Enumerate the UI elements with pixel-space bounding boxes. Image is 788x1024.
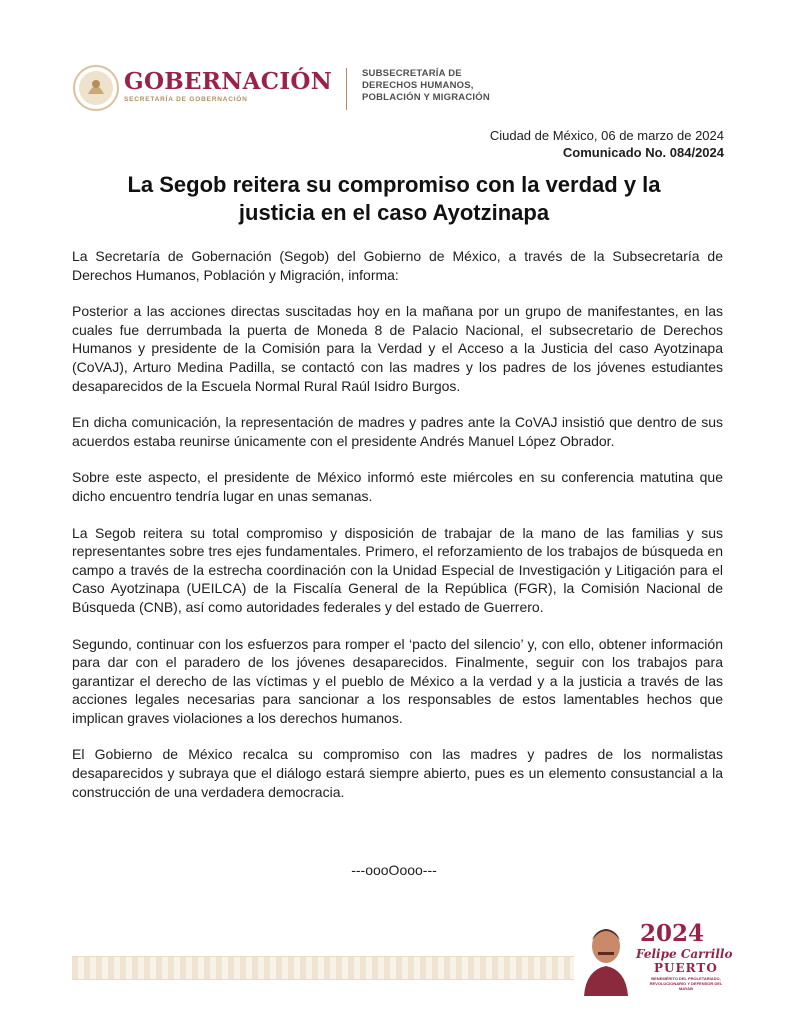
header-divider [346,68,347,110]
paragraph: Sobre este aspecto, el presidente de México informó este miércoles en su conferencia matutina que dicho encuentro tendría lugar en unas semanas. [72,469,723,504]
title-line: justicia en el caso Ayotzinapa [238,200,550,225]
footer-name-surname: PUERTO [654,961,718,975]
paragraph: La Secretaría de Gobernación (Segob) del Gobierno de México, a través de la Subsecretaría de Derechos Humanos, Población y Migración, informa: [72,248,723,283]
footer-tagline: BENEMÉRITO DEL PROLETARIADO, REVOLUCIONARIO Y DEFENSOR DEL MAYAB [649,976,723,991]
letterhead [72,62,552,114]
footer-name: Felipe Carrillo [636,947,733,961]
page-title [64,171,724,227]
footer-year: 2024 [640,920,705,947]
paragraph: En dicha comunicación, la representación de madres y padres ante la CoVAJ insistió que dentro de sus acuerdos estaba reunirse únicamente con el presidente Andrés Manuel López Obrador. [72,414,723,449]
brand [124,68,332,103]
footer-2024-logo [580,918,740,998]
place-date: Ciudad de México, 06 de marzo de 2024 [489,128,724,143]
national-seal-icon [72,64,120,112]
communique-number: Comunicado No. 084/2024 [562,145,724,160]
dateline [490,127,724,161]
subsecretaria-line: SUBSECRETARÍA DE [362,68,462,79]
brand-title: GOBERNACIÓN [124,68,333,95]
title-line: La Segob reitera su compromiso con la verdad y la [127,172,661,197]
paragraph: La Segob reitera su total compromiso y disposición de trabajar de la mano de las familias y sus representantes sobre tres ejes fundamentales. Primero, el reforzamiento de los trabajos de búsqueda en campo a través de la estrecha coordinación con la Unidad Especial de Investigación y Litigación para el Caso Ayotzinapa (UEILCA) de la Fiscalía General de la República (FGR), la Comisión Nacional de Búsqueda (CNB), así como autoridades federales y del estado de Guerrero. [72,524,723,615]
footer-decorative-band [72,956,574,980]
closing-mark: ---oooOooo--- [351,862,437,878]
paragraph: El Gobierno de México recalca su compromiso con las madres y padres de los normalistas desaparecidos y subraya que el diálogo estará siempre abierto, pues es un elemento consustancial a la construcción de una verdadera democracia. [72,746,723,800]
paragraph: Posterior a las acciones directas suscitadas hoy en la mañana por un grupo de manifestantes, en las cuales fue derrumbada la puerta de Moneda 8 de Palacio Nacional, el subsecretario de Derechos Humanos y presidente de la Comisión para la Verdad y el Acceso a la Justicia del caso Ayotzinapa (CoVAJ), Arturo Medina Padilla, se contactó con las madres y los padres de los jóvenes estudiantes desaparecidos de la Escuela Normal Rural Raúl Isidro Burgos. [72,303,723,394]
subsecretaria-line: POBLACIÓN Y MIGRACIÓN [362,92,490,103]
subsecretaria-line: DERECHOS HUMANOS, [362,80,474,91]
subsecretaria-label [362,68,490,104]
paragraph: Segundo, continuar con los esfuerzos para romper el ‘pacto del silencio’ y, con ello, obtener información para dar con el paradero de los jóvenes desaparecidos. Finalmente, seguir con los trabajos para garantizar el derecho de las víctimas y el pueblo de México a la verdad y a la justicia a través de las acciones legales necesarias para sancionar a los responsables de estos lamentables hechos que implican graves violaciones a los derechos humanos. [72,635,723,726]
brand-subtitle: SECRETARÍA DE GOBERNACIÓN [124,96,248,103]
portrait-icon [580,918,632,996]
press-release-body [72,247,723,819]
